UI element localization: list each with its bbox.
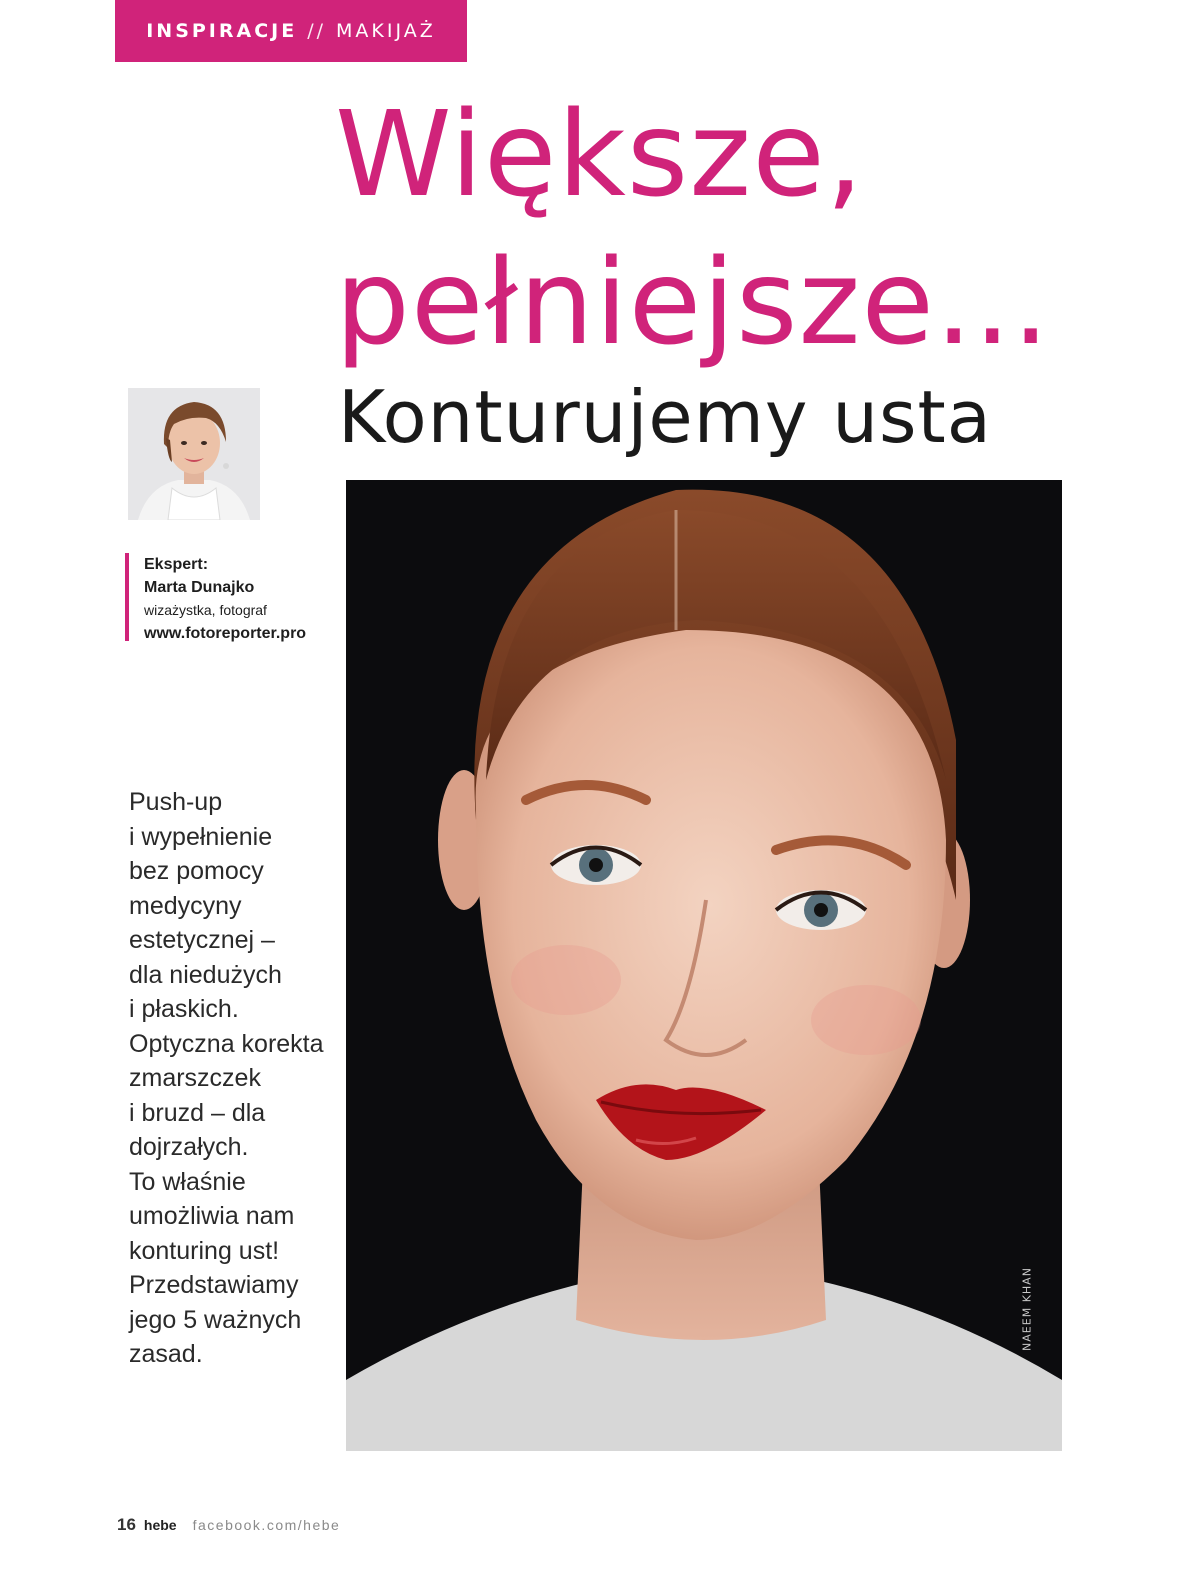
- intro-line: i bruzd – dla: [129, 1098, 266, 1127]
- expert-info: [125, 553, 306, 641]
- intro-line: bez pomocy: [129, 857, 264, 885]
- expert-role: wizażystka, fotograf: [144, 602, 267, 618]
- title-line-1: Większe,: [335, 85, 865, 223]
- intro-text: [129, 785, 344, 1372]
- footer-link[interactable]: facebook.com/hebe: [192, 1517, 341, 1533]
- section-category: INSPIRACJE: [146, 20, 298, 42]
- page-number: 16: [117, 1515, 136, 1534]
- expert-website[interactable]: www.fotoreporter.pro: [144, 625, 307, 642]
- intro-line: dla niedużych: [129, 960, 282, 989]
- title-line-2: pełniejsze...: [335, 233, 1051, 371]
- article-title: [335, 80, 1195, 376]
- section-subcategory: MAKIJAŻ: [336, 20, 436, 42]
- section-separator: //: [307, 20, 327, 42]
- intro-line: Push-up: [129, 788, 223, 816]
- expert-portrait-illustration: [128, 388, 260, 520]
- intro-line: Optyczna korekta: [129, 1029, 324, 1058]
- intro-line: zasad.: [129, 1340, 203, 1368]
- article-subtitle: Konturujemy usta: [338, 375, 992, 459]
- photo-credit: [1020, 1267, 1034, 1351]
- intro-line: medycyny: [129, 891, 242, 920]
- intro-line: konturing ust!: [129, 1236, 280, 1265]
- intro-line: estetycznej –: [129, 926, 275, 954]
- model-photo-illustration: [346, 480, 1062, 1451]
- intro-line: jego 5 ważnych: [129, 1305, 302, 1334]
- intro-line: To właśnie: [129, 1167, 246, 1196]
- intro-line: Przedstawiamy: [129, 1271, 299, 1299]
- section-tag: [115, 0, 467, 62]
- intro-line: dojrzałych.: [129, 1133, 249, 1161]
- brand-logo-text: hebe: [143, 1517, 177, 1533]
- expert-label: Ekspert:: [144, 556, 209, 573]
- photo-credit-text: NAEEM KHAN: [1020, 1267, 1034, 1351]
- page-footer: [117, 1515, 340, 1535]
- model-photo: [346, 480, 1062, 1451]
- intro-line: umożliwia nam: [129, 1202, 295, 1230]
- expert-portrait: [128, 388, 260, 520]
- intro-line: i wypełnienie: [129, 822, 273, 851]
- expert-name: Marta Dunajko: [144, 579, 255, 596]
- intro-line: i płaskich.: [129, 995, 239, 1023]
- intro-line: zmarszczek: [129, 1064, 261, 1092]
